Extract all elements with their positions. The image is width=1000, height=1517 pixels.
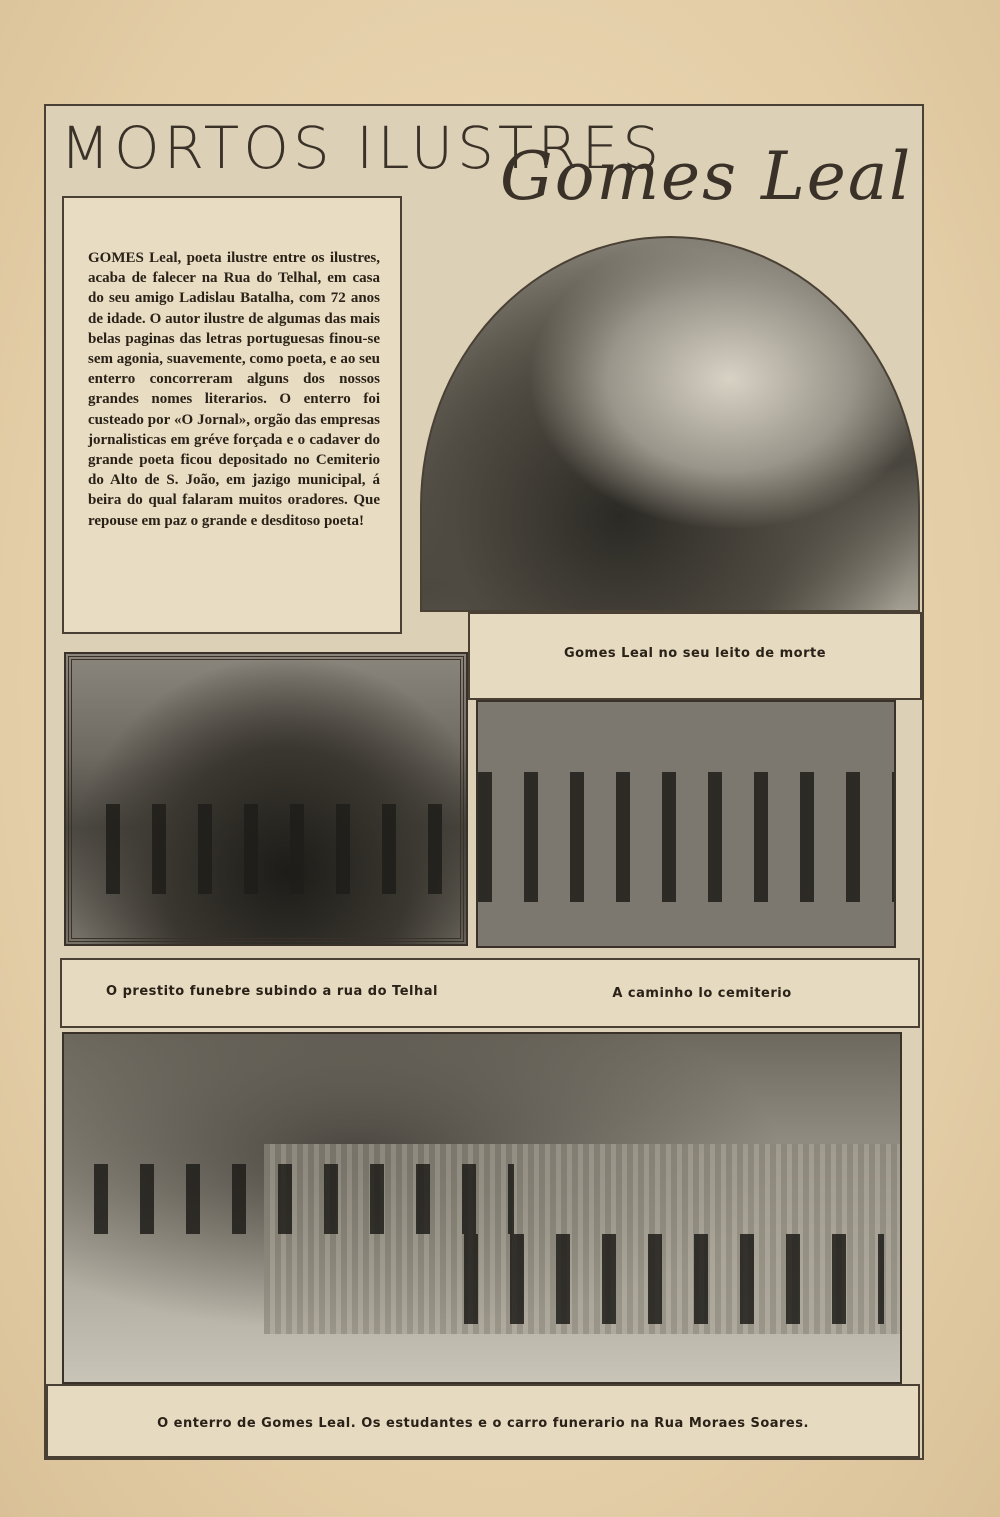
deathbed-caption-box (468, 612, 922, 700)
article-box (62, 196, 402, 634)
page-subtitle: Gomes Leal (500, 138, 913, 215)
funeral-caption: O enterro de Gomes Leal. Os estudantes e o carro funerario na Rua Moraes Soares. (157, 1416, 809, 1431)
cemetery-walk-photo (476, 700, 896, 948)
cemetery-caption: A caminho lo cemiterio (612, 986, 792, 1001)
middle-caption-box (60, 958, 920, 1028)
procession-photo (64, 652, 468, 946)
funeral-caption-box (46, 1384, 920, 1458)
article-text: GOMES Leal, poeta ilustre entre os ilustres, acaba de falecer na Rua do Telhal, em casa do seu amigo Ladislau Batalha, com 72 anos de idade. O autor ilustre de algumas das mais belas paginas das letras portuguesas finou-se sem agonia, suavemente, como poeta, e ao seu enterro concorreram alguns dos nossos grandes nomes literarios. O enterro foi custeado por «O Jornal», orgão das empresas jornalisticas em gréve forçada e o cadaver do grande poeta ficou depositado no Cemiterio do Alto de S. João, em jazigo municipal, á beira do qual falaram muitos oradores. Que repouse em paz o grande e desditoso poeta! (88, 250, 380, 529)
students-group (464, 1234, 884, 1324)
page-title: MORTOS ILUSTRES (60, 114, 664, 182)
procession-crowd (106, 804, 446, 894)
procession-caption: O prestito funebre subindo a rua do Telhal (106, 984, 438, 999)
deathbed-caption: Gomes Leal no seu leito de morte (563, 646, 827, 661)
funeral-carriage-group (94, 1164, 514, 1234)
funeral-photo (62, 1032, 902, 1384)
cemetery-walk-crowd (478, 772, 894, 902)
